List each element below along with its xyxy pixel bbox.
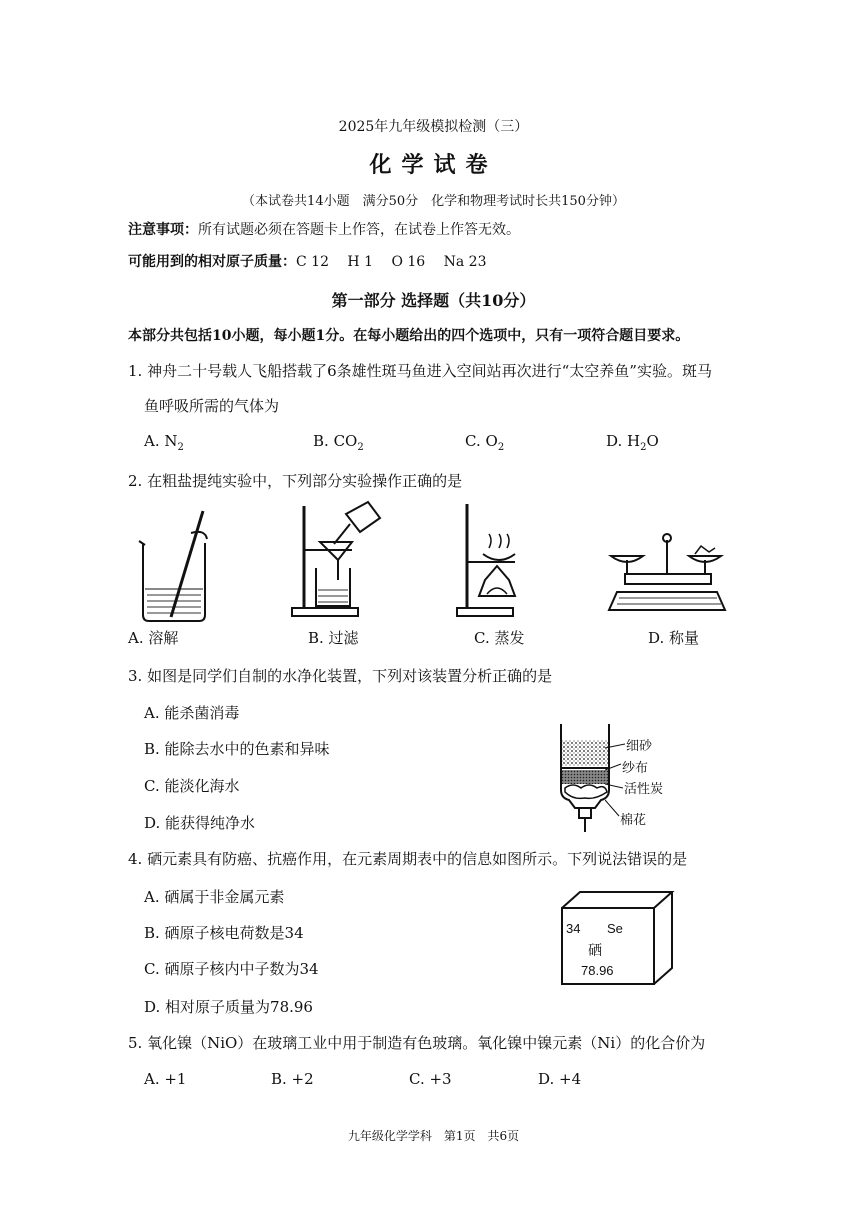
q3-option-d: D. 能获得纯净水 xyxy=(144,814,256,832)
q5-option-d: D. +4 xyxy=(538,1070,582,1088)
section-title: 第一部分 选择题（共10分） xyxy=(331,291,536,310)
q2-option-a: A. 溶解 xyxy=(128,629,179,647)
element-mass: 78.96 xyxy=(581,963,614,978)
q1-option-c: C. $O_2$ xyxy=(465,432,505,453)
q4-stem: 4. 硒元素具有防癌、抗癌作用，在元素周期表中的信息如图所示。下列说法错误的是 xyxy=(128,850,688,868)
exam-title: 2025年九年级模拟检测（三） xyxy=(338,119,529,135)
label-activated-carbon: 活性炭 xyxy=(624,782,664,797)
element-number: 34 xyxy=(566,921,581,936)
q3-option-b: B. 能除去水中的色素和异味 xyxy=(144,740,330,758)
q5-option-c: C. +3 xyxy=(409,1070,452,1088)
q1-stem-line2: 鱼呼吸所需的气体为 xyxy=(144,397,280,415)
element-name: 硒 xyxy=(588,943,602,959)
label-gauze: 纱布 xyxy=(622,761,649,776)
atomic-mass-line xyxy=(128,251,487,271)
exam-info: （本试卷共14小题 满分50分 化学和物理考试时长共150分钟） xyxy=(242,194,625,209)
q3-option-c: C. 能淡化海水 xyxy=(144,777,240,795)
dissolve-figure xyxy=(135,505,215,625)
atomic-mass-label: 可能用到的相对原子质量： xyxy=(128,254,296,270)
q1-option-b: B. $CO_2$ xyxy=(313,432,364,453)
q2-option-d: D. 称量 xyxy=(648,629,700,647)
q3-stem: 3. 如图是同学们自制的水净化装置，下列对该装置分析正确的是 xyxy=(128,667,553,685)
notice-text: 所有试题必须在答题卡上作答，在试卷上作答无效。 xyxy=(198,222,520,238)
evaporation-figure xyxy=(455,500,535,620)
q4-option-b: B. 硒原子核电荷数是34 xyxy=(144,924,304,942)
section-instruction: 本部分共包括10小题，每小题1分。在每小题给出的四个选项中，只有一项符合题目要求。 xyxy=(128,328,690,344)
notice-label: 注意事项： xyxy=(128,222,198,238)
filtration-figure xyxy=(290,498,390,623)
notice-line xyxy=(128,219,520,239)
label-cotton: 棉花 xyxy=(620,813,647,828)
subject-title: 化学试卷 xyxy=(369,152,498,178)
page-footer: 九年级化学学科 第1页 共6页 xyxy=(347,1129,520,1143)
q1-stem-line1: 1. 神舟二十号载人飞船搭载了6条雄性斑马鱼进入空间站再次进行“太空养鱼”实验。斑马 xyxy=(128,362,712,380)
atomic-mass-values: C 12 H 1 O 16 Na 23 xyxy=(296,254,487,270)
q4-option-d: D. 相对原子质量为78.96 xyxy=(144,998,313,1016)
q5-option-b: B. +2 xyxy=(271,1070,314,1088)
q2-option-c: C. 蒸发 xyxy=(474,629,525,647)
q5-option-a: A. +1 xyxy=(144,1070,187,1088)
label-fine-sand: 细砂 xyxy=(626,739,653,754)
q3-option-a: A. 能杀菌消毒 xyxy=(144,704,240,722)
q2-option-b: B. 过滤 xyxy=(308,629,359,647)
q5-stem: 5. 氧化镍（NiO）在玻璃工业中用于制造有色玻璃。氧化镍中镍元素（Ni）的化合价为 xyxy=(128,1034,706,1052)
element-cell-figure xyxy=(560,890,676,988)
q4-option-c: C. 硒原子核内中子数为34 xyxy=(144,960,319,978)
q1-option-a: A. $N_2$ xyxy=(144,432,184,453)
q1-option-d: D. $H_2O$ xyxy=(606,432,659,453)
balance-figure xyxy=(605,530,735,620)
q2-stem: 2. 在粗盐提纯实验中，下列部分实验操作正确的是 xyxy=(128,472,463,490)
q4-option-a: A. 硒属于非金属元素 xyxy=(144,888,285,906)
element-symbol: Se xyxy=(607,921,623,936)
